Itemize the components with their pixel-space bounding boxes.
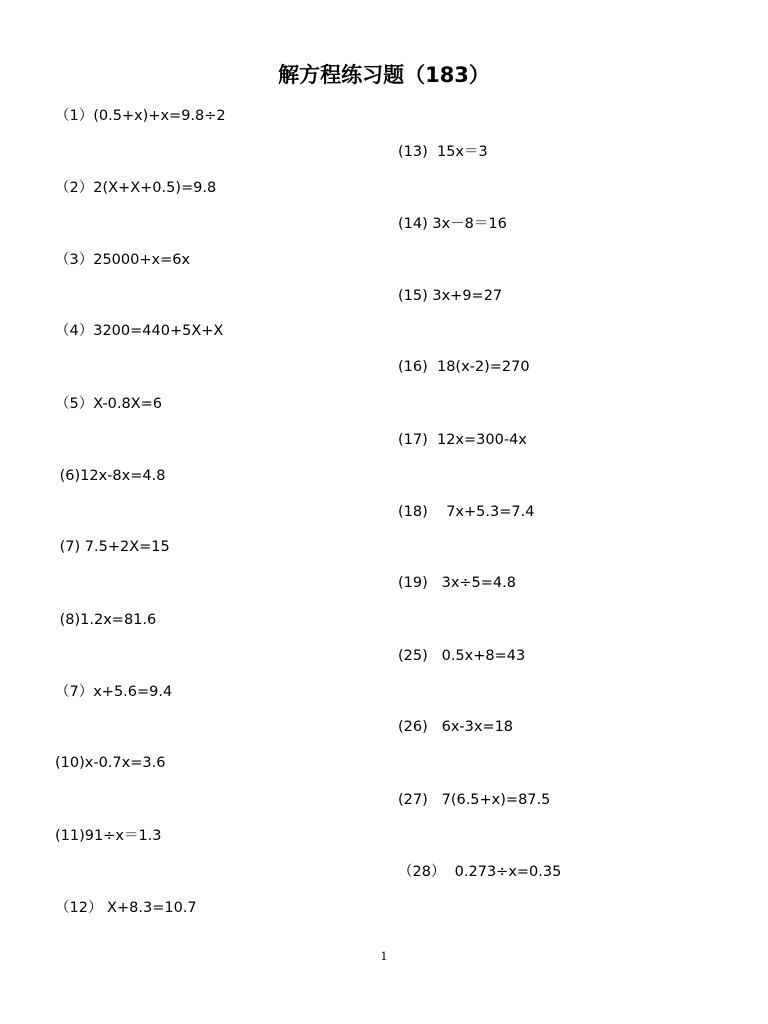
equation-3: （3）25000+x=6x <box>55 252 191 268</box>
equation-27: (27) 7(6.5+x)=87.5 <box>398 792 551 808</box>
equation-7: (7) 7.5+2X=15 <box>55 539 170 555</box>
equation-6: (6)12x-8x=4.8 <box>55 468 166 484</box>
page-number: 1 <box>380 950 388 963</box>
equation-1: （1）(0.5+x)+x=9.8÷2 <box>55 108 226 124</box>
equation-10: (10)x-0.7x=3.6 <box>55 755 166 771</box>
equation-16: (16) 18(x-2)=270 <box>398 359 530 375</box>
equation-8: (8)1.2x=81.6 <box>55 612 157 628</box>
equation-25: (25) 0.5x+8=43 <box>398 648 526 664</box>
equation-14: (14) 3x－8＝16 <box>398 216 507 232</box>
equation-2: （2）2(X+X+0.5)=9.8 <box>55 180 217 196</box>
equation-18: (18) 7x+5.3=7.4 <box>398 504 535 520</box>
page-title: 解方程练习题（183） <box>278 63 490 87</box>
equation-5: （5）X-0.8X=6 <box>55 396 163 412</box>
equation-12: （12） X+8.3=10.7 <box>55 900 197 916</box>
equation-17: (17) 12x=300-4x <box>398 432 527 448</box>
equation-26: (26) 6x-3x=18 <box>398 719 514 735</box>
equation-28: （28） 0.273÷x=0.35 <box>398 864 562 880</box>
equation-13: (13) 15x＝3 <box>398 144 488 160</box>
equation-11: (11)91÷x＝1.3 <box>55 828 162 844</box>
equation-9: （7）x+5.6=9.4 <box>55 684 173 700</box>
equation-15: (15) 3x+9=27 <box>398 288 503 304</box>
equation-4: （4）3200=440+5X+X <box>55 323 224 339</box>
equation-19: (19) 3x÷5=4.8 <box>398 575 516 591</box>
